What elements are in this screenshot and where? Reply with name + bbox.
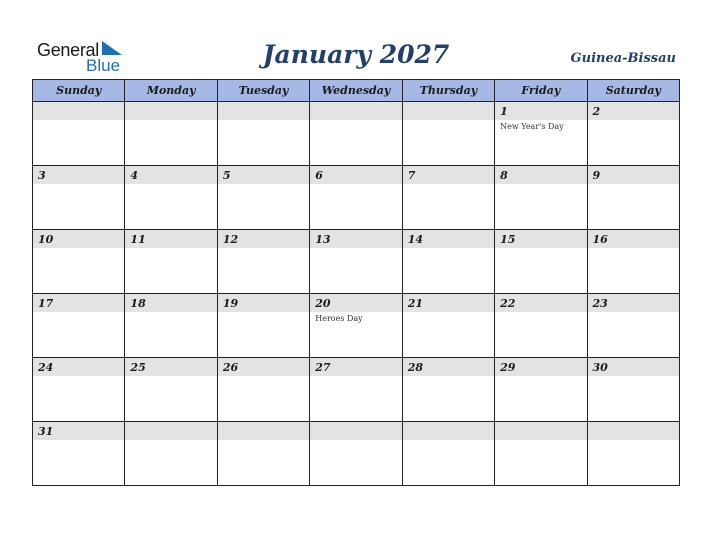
day-number-bar xyxy=(310,422,401,440)
weekday-header-row xyxy=(33,80,680,102)
day-number: 13 xyxy=(315,233,331,246)
day-number: 8 xyxy=(500,169,508,182)
day-cell xyxy=(217,294,309,358)
week-row xyxy=(33,358,680,422)
day-number: 23 xyxy=(592,297,608,310)
day-number-bar xyxy=(310,166,401,184)
day-number-bar xyxy=(33,166,124,184)
day-cell xyxy=(495,294,587,358)
day-cell xyxy=(310,358,402,422)
logo-flag-icon xyxy=(100,41,122,57)
day-number: 31 xyxy=(38,425,54,438)
day-cell xyxy=(587,294,679,358)
day-number: 20 xyxy=(315,297,331,310)
day-number-bar xyxy=(588,102,679,120)
day-cell xyxy=(217,422,309,486)
day-number: 24 xyxy=(38,361,54,374)
day-number-bar xyxy=(495,422,586,440)
day-number-bar xyxy=(495,102,586,120)
day-cell xyxy=(402,358,494,422)
logo-word-blue: Blue xyxy=(86,56,121,75)
day-cell xyxy=(402,422,494,486)
day-number-bar xyxy=(218,422,309,440)
day-number: 12 xyxy=(222,233,239,246)
day-number: 9 xyxy=(592,169,601,182)
day-cell xyxy=(495,166,587,230)
day-number: 15 xyxy=(500,233,516,246)
weekday-header: Monday xyxy=(125,80,217,102)
week-row xyxy=(33,230,680,294)
day-cell xyxy=(402,102,494,166)
day-cell xyxy=(217,230,309,294)
day-number: 14 xyxy=(407,233,423,246)
day-cell xyxy=(587,230,679,294)
weekday-header: Thursday xyxy=(402,80,494,102)
day-number-bar xyxy=(588,166,679,184)
day-number: 21 xyxy=(407,297,423,310)
day-number: 3 xyxy=(38,169,46,182)
day-number-bar xyxy=(495,166,586,184)
day-number-bar xyxy=(403,166,494,184)
day-cell xyxy=(33,230,125,294)
day-number: 11 xyxy=(130,233,146,246)
day-cell xyxy=(310,166,402,230)
week-row xyxy=(33,294,680,358)
day-number-bar xyxy=(403,102,494,120)
day-cell xyxy=(587,422,679,486)
day-cell xyxy=(587,358,679,422)
day-cell xyxy=(33,294,125,358)
holiday-label: Heroes Day xyxy=(315,314,363,323)
week-row xyxy=(33,166,680,230)
day-number: 16 xyxy=(592,233,608,246)
day-number: 5 xyxy=(222,169,231,182)
day-number: 30 xyxy=(592,361,608,374)
week-row xyxy=(33,422,680,486)
day-number-bar xyxy=(403,422,494,440)
day-cell xyxy=(125,230,217,294)
day-cell xyxy=(33,358,125,422)
day-number: 26 xyxy=(222,361,239,374)
day-cell xyxy=(587,166,679,230)
day-number-bar xyxy=(218,166,309,184)
weekday-header: Saturday xyxy=(587,80,679,102)
day-cell xyxy=(495,230,587,294)
day-number: 1 xyxy=(500,105,508,118)
day-number: 7 xyxy=(407,169,416,182)
day-cell xyxy=(587,102,679,166)
generalblue-logo xyxy=(37,40,127,74)
weekday-header: Wednesday xyxy=(310,80,402,102)
day-cell xyxy=(125,422,217,486)
day-cell xyxy=(402,166,494,230)
holiday-label: New Year's Day xyxy=(500,122,564,131)
day-number-bar xyxy=(588,422,679,440)
weekday-header: Tuesday xyxy=(217,80,309,102)
day-cell xyxy=(495,422,587,486)
day-number: 29 xyxy=(500,361,516,374)
day-number: 27 xyxy=(315,361,331,374)
calendar-grid xyxy=(32,79,680,486)
day-cell xyxy=(33,166,125,230)
day-number: 10 xyxy=(38,233,54,246)
week-row xyxy=(33,102,680,166)
country-name: Guinea-Bissau xyxy=(570,51,676,66)
day-cell xyxy=(310,102,402,166)
day-cell xyxy=(310,230,402,294)
day-number-bar xyxy=(310,102,401,120)
day-number-bar xyxy=(125,102,216,120)
day-number-bar xyxy=(33,102,124,120)
day-cell xyxy=(495,102,587,166)
day-number: 18 xyxy=(130,297,146,310)
day-cell xyxy=(402,294,494,358)
day-cell xyxy=(310,422,402,486)
calendar-title: January 2027 xyxy=(262,40,450,69)
day-number-bar xyxy=(125,166,216,184)
day-cell xyxy=(33,422,125,486)
weekday-header: Friday xyxy=(495,80,587,102)
day-cell xyxy=(402,230,494,294)
logo-word-general: General xyxy=(37,40,99,60)
day-number: 25 xyxy=(130,361,146,374)
day-cell xyxy=(495,358,587,422)
day-cell xyxy=(217,166,309,230)
day-number-bar xyxy=(125,422,216,440)
day-number: 17 xyxy=(38,297,54,310)
day-number: 19 xyxy=(222,297,239,310)
day-cell xyxy=(33,102,125,166)
day-cell xyxy=(310,294,402,358)
day-number-bar xyxy=(218,102,309,120)
day-cell xyxy=(125,294,217,358)
day-cell xyxy=(217,358,309,422)
day-number: 6 xyxy=(315,169,323,182)
day-number: 2 xyxy=(592,105,601,118)
day-cell xyxy=(125,102,217,166)
day-number: 4 xyxy=(130,169,139,182)
day-number: 28 xyxy=(407,361,423,374)
day-cell xyxy=(125,358,217,422)
day-cell xyxy=(217,102,309,166)
weekday-header: Sunday xyxy=(33,80,125,102)
day-number: 22 xyxy=(500,297,516,310)
day-cell xyxy=(125,166,217,230)
